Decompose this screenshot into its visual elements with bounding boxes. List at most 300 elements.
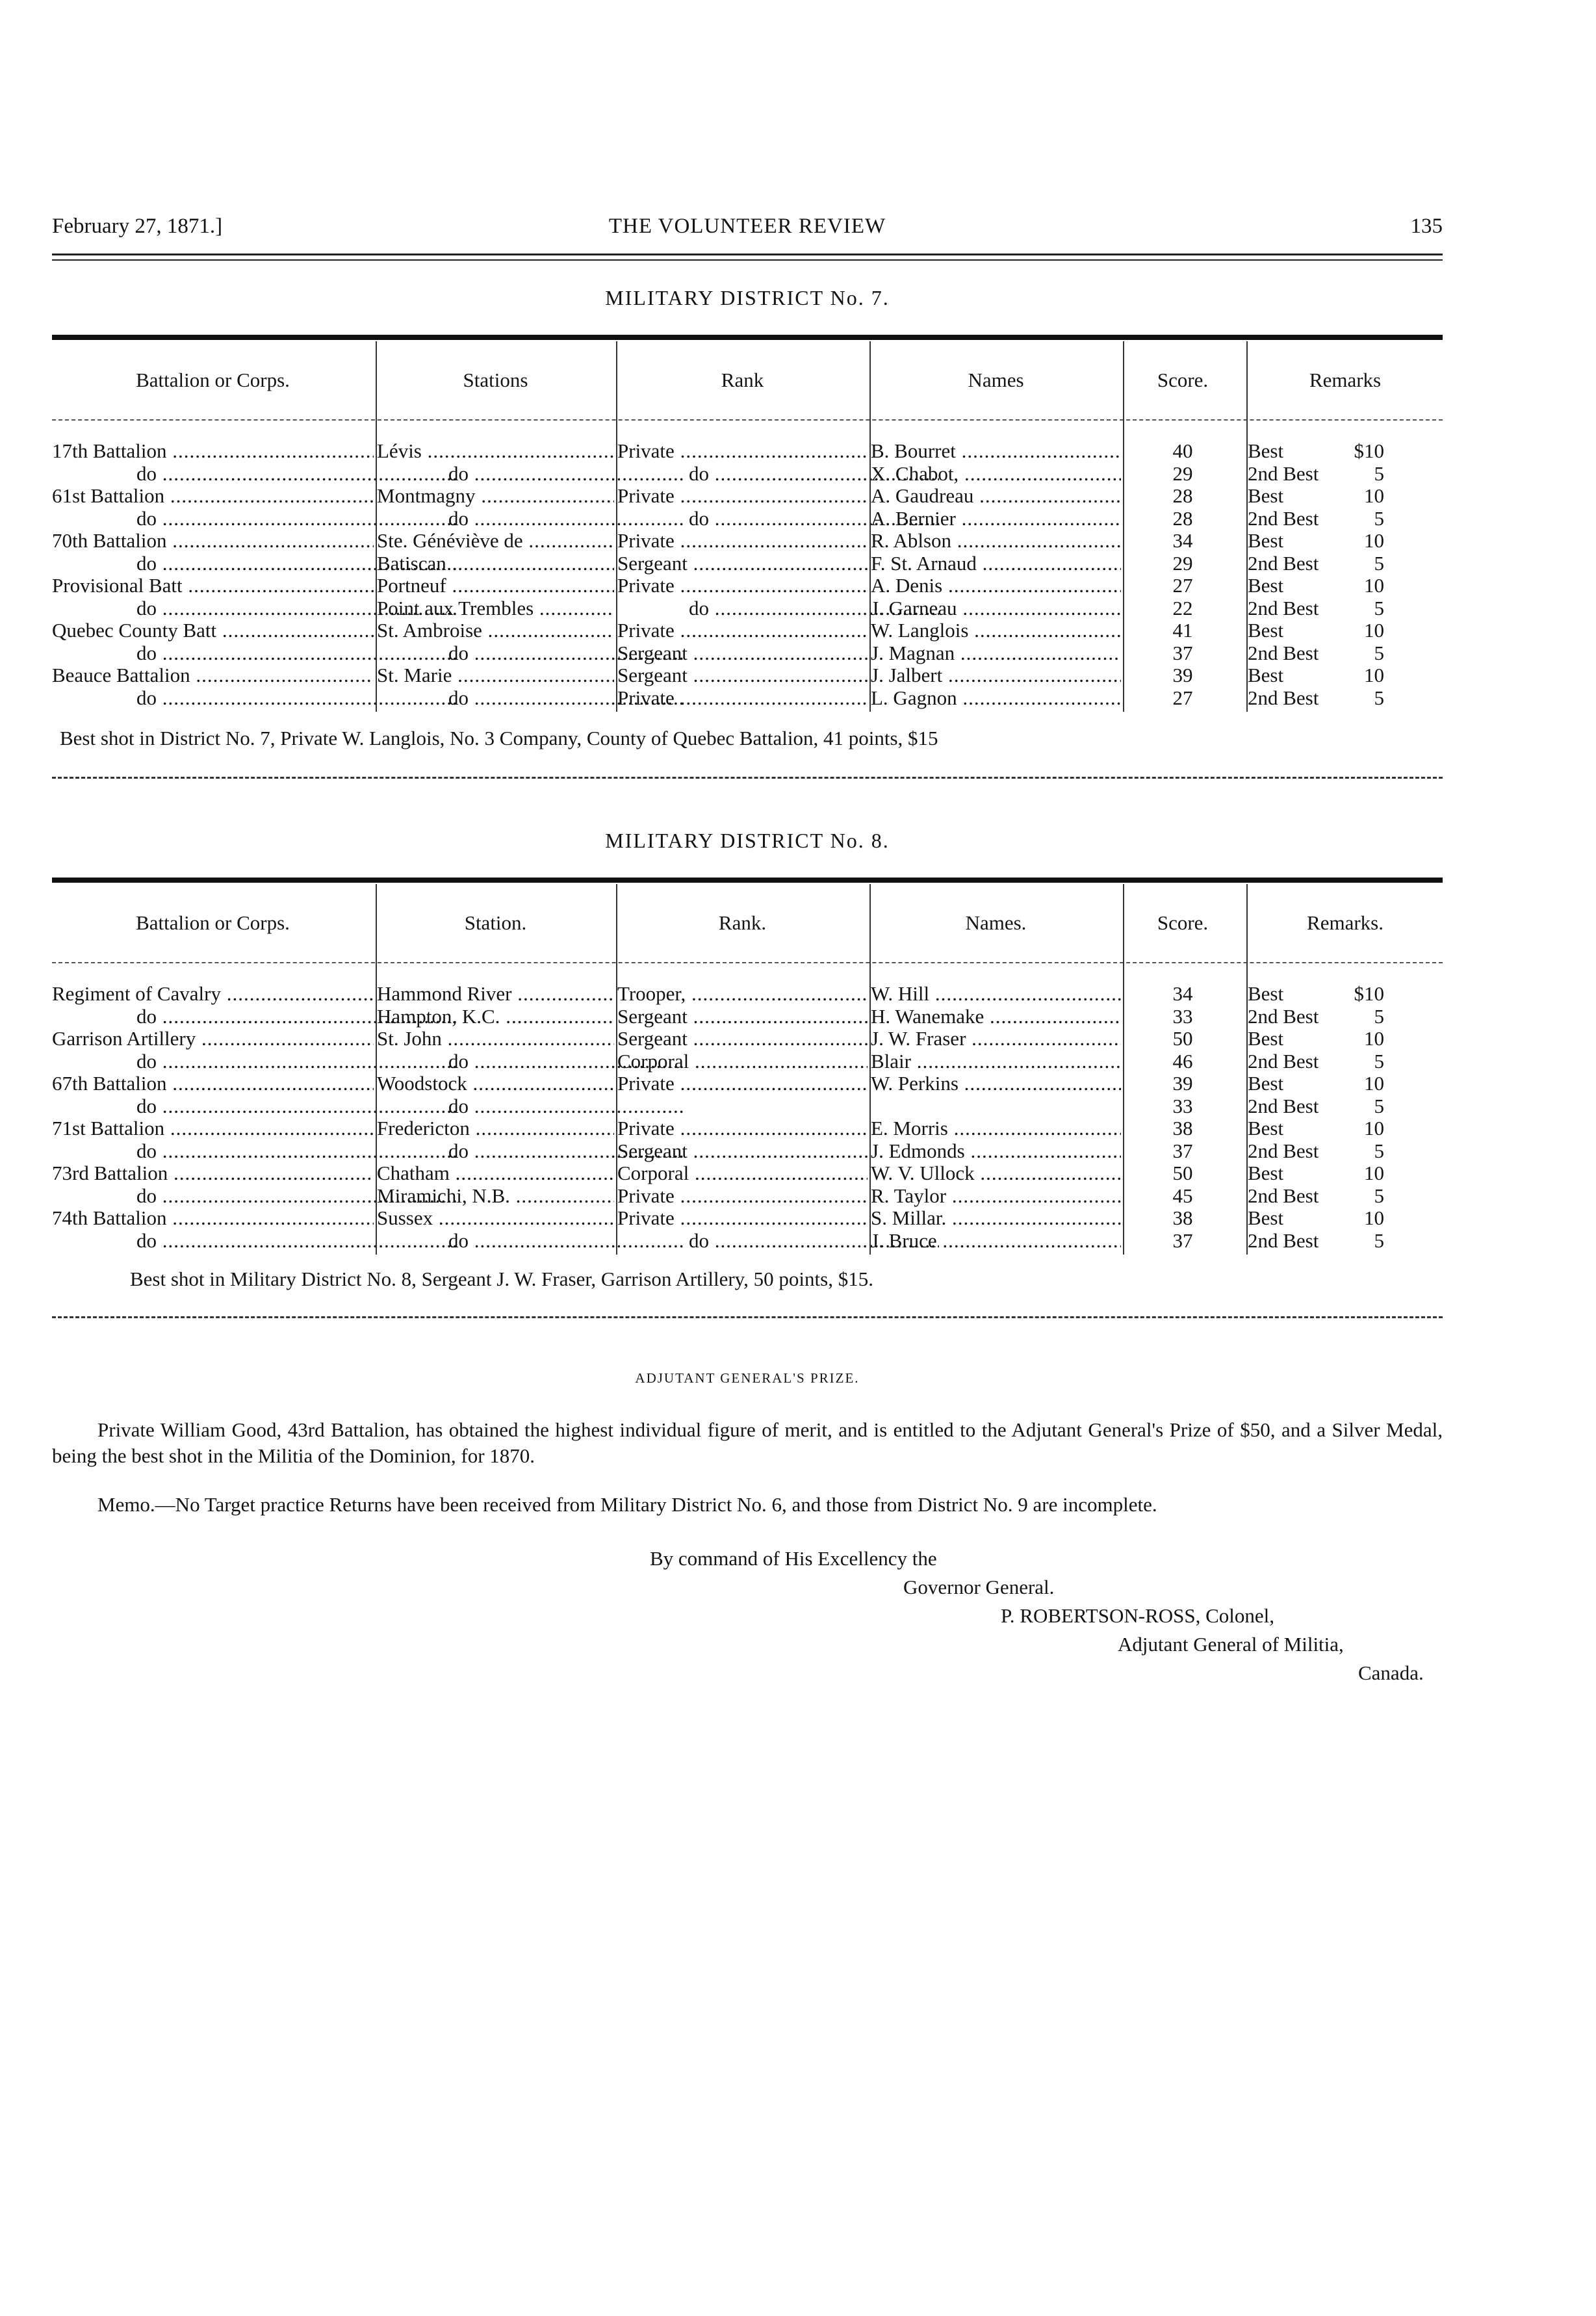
prize-amount: 10 <box>1364 1207 1384 1229</box>
name-text: W. Langlois ..... <box>871 619 1121 642</box>
remark-text: 2nd Best <box>1248 686 1319 709</box>
cell-remarks <box>1248 1230 1443 1253</box>
cell-name <box>871 1117 1121 1140</box>
rank-text: Private ..... <box>617 1117 868 1139</box>
column-rule <box>376 341 377 712</box>
cell-name <box>871 597 1121 620</box>
cell-score <box>1124 597 1241 620</box>
battalion-text: do ..... <box>136 553 458 575</box>
table-row <box>52 1006 1443 1028</box>
cell-battalion <box>52 1028 374 1050</box>
cell-remarks <box>1248 1073 1443 1095</box>
cell-rank <box>617 983 868 1006</box>
column-header-rank: Rank. <box>718 911 767 934</box>
remark-text: Best <box>1248 619 1284 642</box>
cell-rank <box>617 1050 868 1073</box>
cell-score <box>1124 687 1241 710</box>
page-number: 135 <box>1410 215 1443 238</box>
district-8-best-shot: Best shot in Military District No. 8, Sergeant J. W. Fraser, Garrison Artillery, 50 points, $15. <box>130 1268 873 1290</box>
remark-text: 2nd Best <box>1248 1184 1319 1207</box>
column-header-station: Stations <box>463 369 528 391</box>
remark-text: Best <box>1248 1117 1284 1139</box>
rank-text: Sergeant ..... <box>617 664 868 686</box>
station-text: do ..... <box>448 1230 686 1252</box>
issue-date: February 27, 1871.] <box>52 215 223 238</box>
column-header-score: Score. <box>1157 911 1209 934</box>
name-text: E. Morris ..... <box>871 1117 1121 1139</box>
table-row <box>52 597 1443 620</box>
prize-amount: 5 <box>1374 686 1384 709</box>
rank-text: Private ..... <box>617 575 868 597</box>
station-text: Fredericton ..... <box>377 1117 614 1139</box>
prize-amount: 5 <box>1374 1005 1384 1028</box>
column-rule <box>869 341 871 712</box>
section-divider <box>52 1316 1443 1318</box>
cell-rank <box>617 687 868 710</box>
remark-text: 2nd Best <box>1248 597 1319 619</box>
cell-remarks <box>1248 1095 1443 1118</box>
score-text: 28 <box>1172 485 1193 507</box>
cell-station <box>377 485 614 508</box>
cell-name <box>871 687 1121 710</box>
name-text: S. Millar. ..... <box>871 1207 1121 1229</box>
cell-battalion <box>52 440 374 463</box>
cell-name <box>871 1185 1121 1208</box>
score-text: 29 <box>1172 462 1193 485</box>
rank-text: Private ..... <box>617 619 868 642</box>
cell-battalion <box>52 983 374 1006</box>
remark-text: Best <box>1248 1162 1284 1184</box>
cell-score <box>1124 508 1241 530</box>
name-text: A. Denis ..... <box>871 575 1121 597</box>
score-text: 46 <box>1172 1050 1193 1073</box>
cell-remarks <box>1248 485 1443 508</box>
cell-battalion <box>52 1117 374 1140</box>
station-text: Hampton, K.C. ..... <box>377 1006 614 1028</box>
cell-score <box>1124 463 1241 486</box>
score-text: 40 <box>1172 440 1193 462</box>
column-header-rank: Rank <box>721 369 764 391</box>
table-row <box>52 1140 1443 1163</box>
rank-text: Private ..... <box>617 1073 868 1095</box>
remark-text: Best <box>1248 1073 1284 1095</box>
header-rule <box>52 254 1443 261</box>
rank-text: Sergeant ..... <box>617 553 868 575</box>
rank-text: do ..... <box>689 508 939 530</box>
station-text: Point aux Trembles ..... <box>377 597 614 619</box>
table-row <box>52 642 1443 665</box>
cell-station <box>377 983 614 1006</box>
table-body <box>52 421 1443 709</box>
cell-name <box>871 553 1121 575</box>
district-8-table <box>52 884 1443 1252</box>
prize-amount: 5 <box>1374 552 1384 575</box>
score-text: 37 <box>1172 642 1193 664</box>
cell-rank <box>617 642 868 665</box>
station-text: do ..... <box>448 1050 686 1073</box>
district-7-best-shot: Best shot in District No. 7, Private W. Langlois, No. 3 Company, County of Quebec Battalion, 41 points, $15 <box>60 727 938 749</box>
name-text: F. St. Arnaud ..... <box>871 553 1121 575</box>
table-row <box>52 508 1443 530</box>
name-text: J. W. Fraser ..... <box>871 1028 1121 1050</box>
memo-paragraph: Memo.—No Target practice Returns have been received from Military District No. 6, and those from District No. 9 are incomplete. <box>97 1493 1157 1516</box>
station-text: Montmagny ..... <box>377 485 614 507</box>
cell-score <box>1124 1006 1241 1028</box>
table-row <box>52 530 1443 553</box>
column-rule <box>1246 341 1248 712</box>
score-text: 45 <box>1172 1184 1193 1207</box>
cell-remarks <box>1248 530 1443 553</box>
column-header-name: Names. <box>965 911 1027 934</box>
table-row <box>52 1230 1443 1253</box>
name-text: A. Bernier ..... <box>871 508 1121 530</box>
cell-rank <box>617 530 868 553</box>
column-header-score: Score. <box>1157 369 1209 391</box>
cell-name <box>871 1050 1121 1073</box>
name-text: J. Jalbert ..... <box>871 664 1121 686</box>
cell-station <box>377 597 614 620</box>
remark-text: 2nd Best <box>1248 1050 1319 1073</box>
cell-battalion <box>52 1162 374 1185</box>
remark-text: 2nd Best <box>1248 1139 1319 1162</box>
station-text: do ..... <box>448 1140 686 1162</box>
prize-amount: 5 <box>1374 642 1384 664</box>
cell-name <box>871 983 1121 1006</box>
station-text: Sussex ..... <box>377 1207 614 1229</box>
cell-station <box>377 1028 614 1050</box>
score-text: 39 <box>1172 1073 1193 1095</box>
name-text: J. Magnan ..... <box>871 642 1121 664</box>
cell-name <box>871 642 1121 665</box>
table-row <box>52 1073 1443 1095</box>
cell-station <box>377 1162 614 1185</box>
cell-name <box>871 1006 1121 1028</box>
rank-text: do ..... <box>689 1230 939 1252</box>
cell-remarks <box>1248 619 1443 642</box>
station-text: Miramichi, N.B. ..... <box>377 1185 614 1207</box>
remark-text: 2nd Best <box>1248 1095 1319 1117</box>
table-row <box>52 687 1443 710</box>
cell-name <box>871 485 1121 508</box>
score-text: 27 <box>1172 686 1193 709</box>
district-8-title: MILITARY DISTRICT No. 8. <box>605 829 890 852</box>
cell-score <box>1124 619 1241 642</box>
rank-text: Private ..... <box>617 1185 868 1207</box>
name-text: J. Garneau ..... <box>871 597 1121 619</box>
cell-name <box>871 1230 1121 1253</box>
column-rule <box>1123 884 1124 1255</box>
remark-text: 2nd Best <box>1248 507 1319 530</box>
signature-line-3: P. ROBERTSON-ROSS, Colonel, <box>1001 1604 1275 1627</box>
column-rule <box>869 884 871 1255</box>
station-text: do ..... <box>448 687 686 709</box>
station-text: Ste. Généviève de ..... <box>377 530 614 552</box>
score-text: 37 <box>1172 1139 1193 1162</box>
cell-battalion <box>52 485 374 508</box>
battalion-text: Regiment of Cavalry ..... <box>52 983 374 1005</box>
prize-amount: 5 <box>1374 462 1384 485</box>
cell-remarks <box>1248 983 1443 1006</box>
cell-rank <box>617 485 868 508</box>
rank-text: Sergeant ..... <box>617 1006 868 1028</box>
prize-amount: 5 <box>1374 1184 1384 1207</box>
cell-score <box>1124 1073 1241 1095</box>
remark-text: 2nd Best <box>1248 1005 1319 1028</box>
cell-station <box>377 1073 614 1095</box>
cell-remarks <box>1248 440 1443 463</box>
column-rule <box>1246 884 1248 1255</box>
cell-score <box>1124 1095 1241 1118</box>
station-text: do ..... <box>448 508 686 530</box>
rank-text: Private ..... <box>617 530 868 552</box>
cell-remarks <box>1248 1140 1443 1163</box>
cell-name <box>871 1028 1121 1050</box>
prize-amount: $10 <box>1354 983 1384 1005</box>
cell-rank <box>617 1028 868 1050</box>
column-header-battalion: Battalion or Corps. <box>136 369 290 391</box>
remark-text: Best <box>1248 530 1284 552</box>
battalion-text: 71st Battalion ..... <box>52 1117 374 1139</box>
battalion-text: 61st Battalion ..... <box>52 485 374 507</box>
table-row <box>52 575 1443 597</box>
district-7-table <box>52 341 1443 709</box>
prize-amount: 10 <box>1364 485 1384 507</box>
remark-text: Best <box>1248 440 1284 462</box>
table-header <box>52 884 1443 963</box>
cell-name <box>871 440 1121 463</box>
name-text: B. Bourret ..... <box>871 440 1121 462</box>
station-text: St. Marie ..... <box>377 664 614 686</box>
battalion-text: do ..... <box>136 1230 458 1252</box>
score-text: 38 <box>1172 1207 1193 1229</box>
battalion-text: 17th Battalion ..... <box>52 440 374 462</box>
cell-station <box>377 1117 614 1140</box>
table-row <box>52 440 1443 463</box>
battalion-text: Beauce Battalion ..... <box>52 664 374 686</box>
cell-name <box>871 463 1121 486</box>
score-text: 34 <box>1172 530 1193 552</box>
cell-station <box>377 1006 614 1028</box>
prize-amount: $10 <box>1354 440 1384 462</box>
name-text: R. Taylor ..... <box>871 1185 1121 1207</box>
signature-line-2: Governor General. <box>903 1576 1055 1598</box>
battalion-text: do ..... <box>136 1006 458 1028</box>
rank-text: Sergeant ..... <box>617 642 868 664</box>
score-text: 38 <box>1172 1117 1193 1139</box>
cell-remarks <box>1248 1050 1443 1073</box>
score-text: 50 <box>1172 1162 1193 1184</box>
score-text: 22 <box>1172 597 1193 619</box>
cell-rank <box>617 1117 868 1140</box>
district-7-top-rule <box>52 335 1443 340</box>
rank-text: Private ..... <box>617 687 868 709</box>
prize-amount: 5 <box>1374 1050 1384 1073</box>
station-text: Woodstock ..... <box>377 1073 614 1095</box>
cell-remarks <box>1248 463 1443 486</box>
running-head <box>52 215 1443 243</box>
cell-name <box>871 508 1121 530</box>
battalion-text: do ..... <box>136 1185 458 1207</box>
column-header-battalion: Battalion or Corps. <box>136 911 290 934</box>
column-rule <box>1123 341 1124 712</box>
cell-remarks <box>1248 687 1443 710</box>
signature-line-1: By command of His Excellency the <box>650 1547 937 1570</box>
publication-title: THE VOLUNTEER REVIEW <box>608 215 886 238</box>
score-text: 29 <box>1172 552 1193 575</box>
rank-text: Sergeant ..... <box>617 1140 868 1162</box>
district-8-top-rule <box>52 878 1443 883</box>
score-text: 34 <box>1172 983 1193 1005</box>
remark-text: 2nd Best <box>1248 462 1319 485</box>
name-text: W. Perkins ..... <box>871 1073 1121 1095</box>
column-rule <box>376 884 377 1255</box>
remark-text: Best <box>1248 575 1284 597</box>
cell-battalion <box>52 1073 374 1095</box>
cell-rank <box>617 1185 868 1208</box>
rank-text: do ..... <box>689 597 939 619</box>
table-row <box>52 619 1443 642</box>
name-text: X. Chabot, ..... <box>871 463 1121 485</box>
cell-remarks <box>1248 664 1443 687</box>
table-row <box>52 553 1443 575</box>
prize-amount: 5 <box>1374 1095 1384 1117</box>
cell-station <box>377 619 614 642</box>
cell-station <box>377 553 614 575</box>
battalion-text: 73rd Battalion ..... <box>52 1162 374 1184</box>
cell-battalion <box>52 664 374 687</box>
cell-station <box>377 1207 614 1230</box>
prize-amount: 10 <box>1364 1073 1384 1095</box>
cell-score <box>1124 1117 1241 1140</box>
table-row <box>52 1028 1443 1050</box>
name-text: J. Bruce ..... <box>871 1230 1121 1252</box>
prize-amount: 10 <box>1364 619 1384 642</box>
cell-rank <box>617 1006 868 1028</box>
prize-amount: 5 <box>1374 1139 1384 1162</box>
remark-text: Best <box>1248 1207 1284 1229</box>
remark-text: Best <box>1248 485 1284 507</box>
cell-remarks <box>1248 553 1443 575</box>
prize-amount: 5 <box>1374 1229 1384 1252</box>
cell-remarks <box>1248 1207 1443 1230</box>
battalion-text: do ..... <box>136 508 458 530</box>
cell-station <box>377 1095 686 1118</box>
name-text: L. Gagnon ..... <box>871 687 1121 709</box>
cell-name <box>871 1207 1121 1230</box>
station-text: Batiscan ..... <box>377 553 614 575</box>
section-divider <box>52 777 1443 779</box>
cell-score <box>1124 1185 1241 1208</box>
table-row <box>52 1162 1443 1185</box>
rank-text: Corporal ..... <box>617 1050 868 1073</box>
station-text: Chatham ..... <box>377 1162 614 1184</box>
name-text: W. Hill ..... <box>871 983 1121 1005</box>
battalion-text: 74th Battalion ..... <box>52 1207 374 1229</box>
battalion-text: do ..... <box>136 1050 458 1073</box>
cell-station <box>377 1185 614 1208</box>
cell-battalion <box>52 1207 374 1230</box>
table-body <box>52 963 1443 1252</box>
cell-score <box>1124 575 1241 597</box>
score-text: 37 <box>1172 1229 1193 1252</box>
cell-remarks <box>1248 508 1443 530</box>
cell-score <box>1124 530 1241 553</box>
remark-text: 2nd Best <box>1248 642 1319 664</box>
rank-text: Private ..... <box>617 1207 868 1229</box>
cell-rank <box>617 1207 868 1230</box>
battalion-text: do ..... <box>136 463 458 485</box>
station-text: St. John ..... <box>377 1028 614 1050</box>
cell-score <box>1124 983 1241 1006</box>
cell-name <box>871 1140 1121 1163</box>
column-header-remarks: Remarks. <box>1307 911 1384 934</box>
cell-battalion <box>52 619 374 642</box>
cell-remarks <box>1248 1185 1443 1208</box>
cell-rank <box>617 619 868 642</box>
cell-rank <box>617 575 868 597</box>
station-text: Portneuf ..... <box>377 575 614 597</box>
cell-score <box>1124 664 1241 687</box>
battalion-text: 67th Battalion ..... <box>52 1073 374 1095</box>
table-header <box>52 341 1443 421</box>
station-text: St. Ambroise ..... <box>377 619 614 642</box>
cell-rank <box>617 553 868 575</box>
battalion-text: do ..... <box>136 1095 458 1117</box>
prize-amount: 5 <box>1374 507 1384 530</box>
cell-score <box>1124 1028 1241 1050</box>
station-text: do ..... <box>448 1095 686 1117</box>
score-text: 28 <box>1172 507 1193 530</box>
table-row <box>52 463 1443 486</box>
table-row <box>52 1185 1443 1208</box>
table-row <box>52 664 1443 687</box>
cell-battalion <box>52 530 374 553</box>
cell-name <box>871 1073 1121 1095</box>
rank-text: Private ..... <box>617 440 868 462</box>
cell-score <box>1124 1207 1241 1230</box>
adjutant-prize-title: ADJUTANT GENERAL'S PRIZE. <box>635 1370 860 1386</box>
column-rule <box>616 884 617 1255</box>
prize-amount: 10 <box>1364 575 1384 597</box>
table-row <box>52 1050 1443 1073</box>
cell-remarks <box>1248 597 1443 620</box>
rank-text: do ..... <box>689 463 939 485</box>
rank-text: Trooper, ..... <box>617 983 868 1005</box>
prize-amount: 10 <box>1364 1162 1384 1184</box>
remark-text: Best <box>1248 664 1284 686</box>
cell-score <box>1124 553 1241 575</box>
cell-rank <box>617 1162 868 1185</box>
station-text: do ..... <box>448 463 686 485</box>
name-text: H. Wanemake ..... <box>871 1006 1121 1028</box>
prize-amount: 10 <box>1364 664 1384 686</box>
battalion-text: do ..... <box>136 1140 458 1162</box>
battalion-text: Garrison Artillery ..... <box>52 1028 374 1050</box>
cell-score <box>1124 642 1241 665</box>
score-text: 41 <box>1172 619 1193 642</box>
score-text: 50 <box>1172 1028 1193 1050</box>
cell-name <box>871 1162 1121 1185</box>
station-text: Hammond River ..... <box>377 983 614 1005</box>
cell-battalion <box>52 575 374 597</box>
prize-amount: 10 <box>1364 1117 1384 1139</box>
cell-rank <box>617 664 868 687</box>
table-row <box>52 1095 1443 1118</box>
signature-line-4: Adjutant General of Militia, <box>1118 1633 1344 1656</box>
rank-text: Private ..... <box>617 485 868 507</box>
battalion-text: Provisional Batt ..... <box>52 575 374 597</box>
remark-text: 2nd Best <box>1248 552 1319 575</box>
